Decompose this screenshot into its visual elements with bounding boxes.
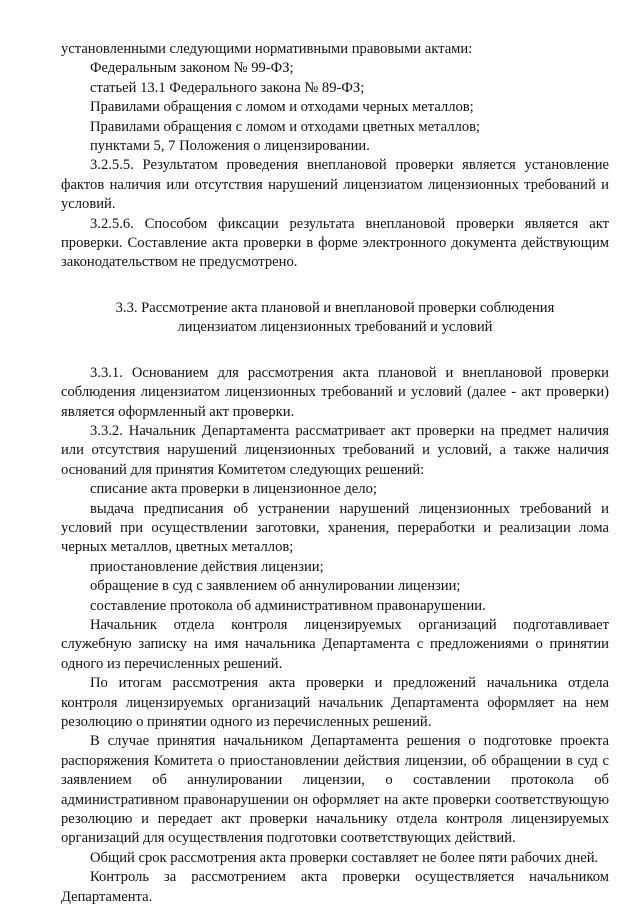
- act-item-2: статьей 13.1 Федерального закона № 89-ФЗ;: [90, 79, 365, 96]
- section-heading-line-1: 3.3. Рассмотрение акта плановой и внеплановой проверки соблюдения: [115, 299, 555, 316]
- paragraph-3-3-1: 3.3.1. Основанием для рассмотрения акта плановой и внеплановой проверки соблюдения лицензиатом лицензионных требований и условий (далее - акт проверки) является оформленный акт проверки.: [61, 364, 609, 420]
- decision-item-3: приостановление действия лицензии;: [90, 558, 324, 575]
- paragraph-memo: Начальник отдела контроля лицензируемых организаций подготавливает служебную записку на имя начальника Департамента с предложениями о принятии одного из перечисленных решений.: [61, 616, 609, 672]
- act-item-1: Федеральным законом № 99-ФЗ;: [90, 60, 294, 77]
- intro-tail: установленными следующими нормативными правовыми актами:: [61, 41, 473, 57]
- paragraph-3-2-5-5: 3.2.5.5. Результатом проведения внеплановой проверки является установление фактов наличия или отсутствия нарушений лицензиатом лицензионных требований и условий.: [61, 157, 609, 213]
- decision-item-1: списание акта проверки в лицензионное дело;: [90, 481, 377, 498]
- decision-item-2: выдача предписания об устранении нарушений лицензионных требований и условий при осуществлении заготовки, хранения, переработки и реализации лома черных металлов, цветных металлов;: [61, 500, 609, 556]
- paragraph-3-2-5-6: 3.2.5.6. Способом фиксации результата внеплановой проверки является акт проверки. Составление акта проверки в форме электронного документа действующим законодательством не предусмотрено.: [61, 215, 609, 271]
- paragraph-term: Общий срок рассмотрения акта проверки составляет не более пяти рабочих дней.: [90, 849, 599, 866]
- section-heading: [61, 299, 609, 338]
- decision-item-5: составление протокола об административном правонарушении.: [90, 597, 486, 614]
- section-heading-line-2: лицензиатом лицензионных требований и условий: [177, 319, 493, 336]
- document-page: [61, 40, 609, 907]
- spacer: [61, 338, 609, 364]
- paragraph-3-3-2: 3.3.2. Начальник Департамента рассматривает акт проверки на предмет наличия или отсутствия нарушений лицензионных требований и условий, а также наличия оснований для принятия Комитетом следующих решений:: [61, 422, 609, 478]
- decision-item-4: обращение в суд с заявлением об аннулировании лицензии;: [90, 578, 461, 595]
- spacer: [61, 273, 609, 299]
- paragraph-control: Контроль за рассмотрением акта проверки осуществляется начальником Департамента.: [61, 869, 609, 905]
- act-item-5: пунктами 5, 7 Положения о лицензировании.: [90, 138, 370, 155]
- act-item-4: Правилами обращения с ломом и отходами цветных металлов;: [90, 118, 481, 135]
- paragraph-order: В случае принятия начальником Департамента решения о подготовке проекта распоряжения Комитета о приостановлении действия лицензии, об обращении в суд с заявлением об аннулировании лицензии, о составлении протокола об административном правонарушении он оформляет на акте проверки соответствующую резолюцию и передает акт проверки начальнику отдела контроля лицензируемых организаций для осуществления подготовки соответствующих действий.: [61, 733, 609, 847]
- paragraph-results: По итогам рассмотрения акта проверки и предложений начальника отдела контроля лицензируемых организаций начальник Департамента оформляет на нем резолюцию о принятии одного из перечисленных решений.: [61, 675, 609, 730]
- act-item-3: Правилами обращения с ломом и отходами черных металлов;: [90, 99, 474, 116]
